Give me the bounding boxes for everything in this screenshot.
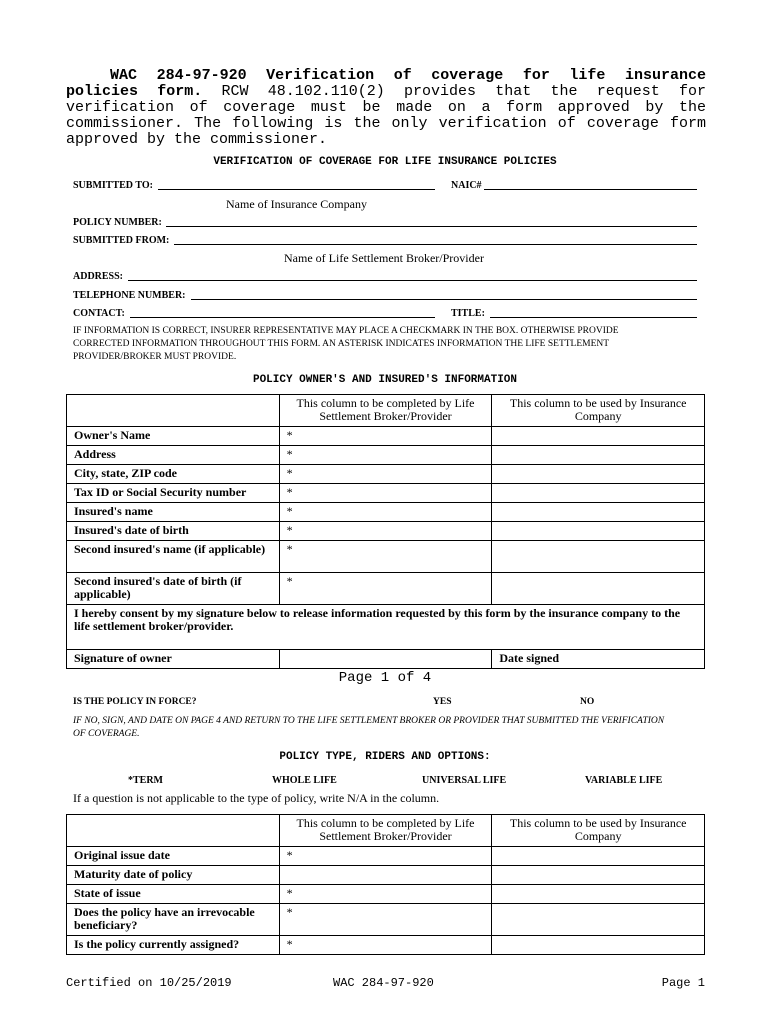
section1-title: POLICY OWNER'S AND INSURED'S INFORMATION — [252, 374, 518, 386]
insurer-column-header: This column to be used by Insurance Company — [492, 395, 705, 427]
broker-cell-owner-name[interactable]: * — [279, 427, 492, 446]
insurer-cell-owner-name[interactable] — [492, 427, 705, 446]
no-option[interactable]: NO — [580, 697, 595, 707]
page-marker: Page 1 of 4 — [338, 670, 432, 686]
row-label-second-insured-dob: Second insured's date of birth (if applicable) — [67, 573, 280, 605]
broker-cell-insured-dob[interactable]: * — [279, 522, 492, 541]
policy-type-term[interactable]: *TERM — [128, 775, 163, 786]
broker-cell-city-state-zip[interactable]: * — [279, 465, 492, 484]
address-line[interactable] — [128, 280, 697, 281]
table-corner-cell — [67, 395, 280, 427]
title-label: TITLE: — [451, 308, 485, 319]
insurer-cell-maturity-date[interactable] — [492, 866, 705, 885]
consent-statement: I hereby consent by my signature below to release information requested by this form by the insurance company to the life settlement broker/provider. — [67, 605, 705, 650]
naic-line[interactable] — [484, 189, 697, 190]
footer-wac: WAC 284-97-920 — [333, 976, 434, 990]
date-signed-label[interactable]: Date signed — [492, 650, 705, 669]
in-force-note: IF NO, SIGN, AND DATE ON PAGE 4 AND RETURN TO THE LIFE SETTLEMENT BROKER OR PROVIDER THAT SUBMITTED THE VERIFICATION OF COVERAGE. — [73, 716, 665, 739]
row-label-insured-name: Insured's name — [67, 503, 280, 522]
table-corner-cell — [67, 815, 280, 847]
submitted-from-line[interactable] — [174, 244, 697, 245]
owner-insured-table — [66, 394, 705, 669]
form-title: VERIFICATION OF COVERAGE FOR LIFE INSURANCE POLICIES — [213, 156, 557, 168]
broker-cell-second-insured-dob[interactable]: * — [279, 573, 492, 605]
title-line[interactable] — [490, 317, 697, 318]
naic-label: NAIC# — [451, 180, 482, 191]
broker-cell-address[interactable]: * — [279, 446, 492, 465]
broker-cell-currently-assigned[interactable]: * — [279, 936, 492, 955]
section2-title: POLICY TYPE, RIDERS AND OPTIONS: — [279, 751, 491, 763]
row-label-original-issue-date: Original issue date — [67, 847, 280, 866]
address-label: ADDRESS: — [73, 271, 124, 282]
row-label-currently-assigned: Is the policy currently assigned? — [67, 936, 280, 955]
insurer-cell-city-state-zip[interactable] — [492, 465, 705, 484]
footer-certified: Certified on 10/25/2019 — [66, 976, 232, 990]
insurer-cell-irrevocable-beneficiary[interactable] — [492, 904, 705, 936]
row-label-maturity-date: Maturity date of policy — [67, 866, 280, 885]
instructions-text: IF INFORMATION IS CORRECT, INSURER REPRESENTATIVE MAY PLACE A CHECKMARK IN THE BOX. OTHERWISE PROVIDE CORRECTED INFORMATION THROUGHOUT THIS FORM. AN ASTERISK INDICATES INFORMATION THE LIFE SETTLEMENT PROVIDER/BROKER MUST PROVIDE. — [73, 326, 619, 362]
na-note: If a question is not applicable to the type of policy, write N/A in the column. — [73, 791, 440, 805]
broker-cell-tax-id[interactable]: * — [279, 484, 492, 503]
policy-number-label: POLICY NUMBER: — [73, 217, 162, 228]
row-label-owner-name: Owner's Name — [67, 427, 280, 446]
contact-label: CONTACT: — [73, 308, 125, 319]
policy-number-line[interactable] — [166, 226, 697, 227]
signature-owner-field[interactable] — [279, 650, 492, 669]
insurer-cell-tax-id[interactable] — [492, 484, 705, 503]
policy-type-table — [66, 814, 705, 955]
insurer-cell-second-insured-dob[interactable] — [492, 573, 705, 605]
broker-cell-insured-name[interactable]: * — [279, 503, 492, 522]
policy-type-universal-life[interactable]: UNIVERSAL LIFE — [422, 775, 507, 786]
insurer-cell-address[interactable] — [492, 446, 705, 465]
in-force-question: IS THE POLICY IN FORCE? — [73, 697, 197, 707]
broker-caption: Name of Life Settlement Broker/Provider — [284, 251, 484, 265]
broker-cell-state-of-issue[interactable]: * — [279, 885, 492, 904]
telephone-label: TELEPHONE NUMBER: — [73, 290, 186, 301]
insurer-cell-original-issue-date[interactable] — [492, 847, 705, 866]
yes-option[interactable]: YES — [433, 697, 452, 707]
insurer-cell-state-of-issue[interactable] — [492, 885, 705, 904]
broker-cell-second-insured-name[interactable]: * — [279, 541, 492, 573]
broker-cell-irrevocable-beneficiary[interactable]: * — [279, 904, 492, 936]
telephone-line[interactable] — [191, 299, 697, 300]
submitted-to-line[interactable] — [158, 189, 435, 190]
row-label-state-of-issue: State of issue — [67, 885, 280, 904]
insurer-cell-insured-dob[interactable] — [492, 522, 705, 541]
row-label-second-insured-name: Second insured's name (if applicable) — [67, 541, 280, 573]
row-label-address: Address — [67, 446, 280, 465]
broker-cell-original-issue-date[interactable]: * — [279, 847, 492, 866]
policy-type-whole-life[interactable]: WHOLE LIFE — [272, 775, 337, 786]
insurer-cell-second-insured-name[interactable] — [492, 541, 705, 573]
intro-paragraph — [66, 68, 706, 148]
insurance-company-caption: Name of Insurance Company — [226, 197, 367, 211]
row-label-city-state-zip: City, state, ZIP code — [67, 465, 280, 484]
insurer-column-header: This column to be used by Insurance Company — [492, 815, 705, 847]
broker-column-header: This column to be completed by Life Settlement Broker/Provider — [279, 815, 492, 847]
policy-type-variable-life[interactable]: VARIABLE LIFE — [585, 775, 663, 786]
broker-column-header: This column to be completed by Life Settlement Broker/Provider — [279, 395, 492, 427]
submitted-to-label: SUBMITTED TO: — [73, 180, 153, 191]
row-label-irrevocable-beneficiary: Does the policy have an irrevocable beneficiary? — [67, 904, 280, 936]
contact-line[interactable] — [130, 317, 435, 318]
submitted-from-label: SUBMITTED FROM: — [73, 235, 170, 246]
footer-page: Page 1 — [661, 976, 705, 990]
intro-body: RCW 48.102.110(2) provides that the request for verification of coverage must be made on a form approved by the commissioner. The following is the only verification of coverage form approved by the commissioner. — [66, 83, 706, 148]
insurer-cell-currently-assigned[interactable] — [492, 936, 705, 955]
broker-cell-maturity-date[interactable] — [279, 866, 492, 885]
row-label-tax-id: Tax ID or Social Security number — [67, 484, 280, 503]
signature-owner-label: Signature of owner — [67, 650, 280, 669]
insurer-cell-insured-name[interactable] — [492, 503, 705, 522]
row-label-insured-dob: Insured's date of birth — [67, 522, 280, 541]
section-heading: WAC 284-97-920 Verification of coverage for life insurance policies form. — [66, 67, 706, 100]
